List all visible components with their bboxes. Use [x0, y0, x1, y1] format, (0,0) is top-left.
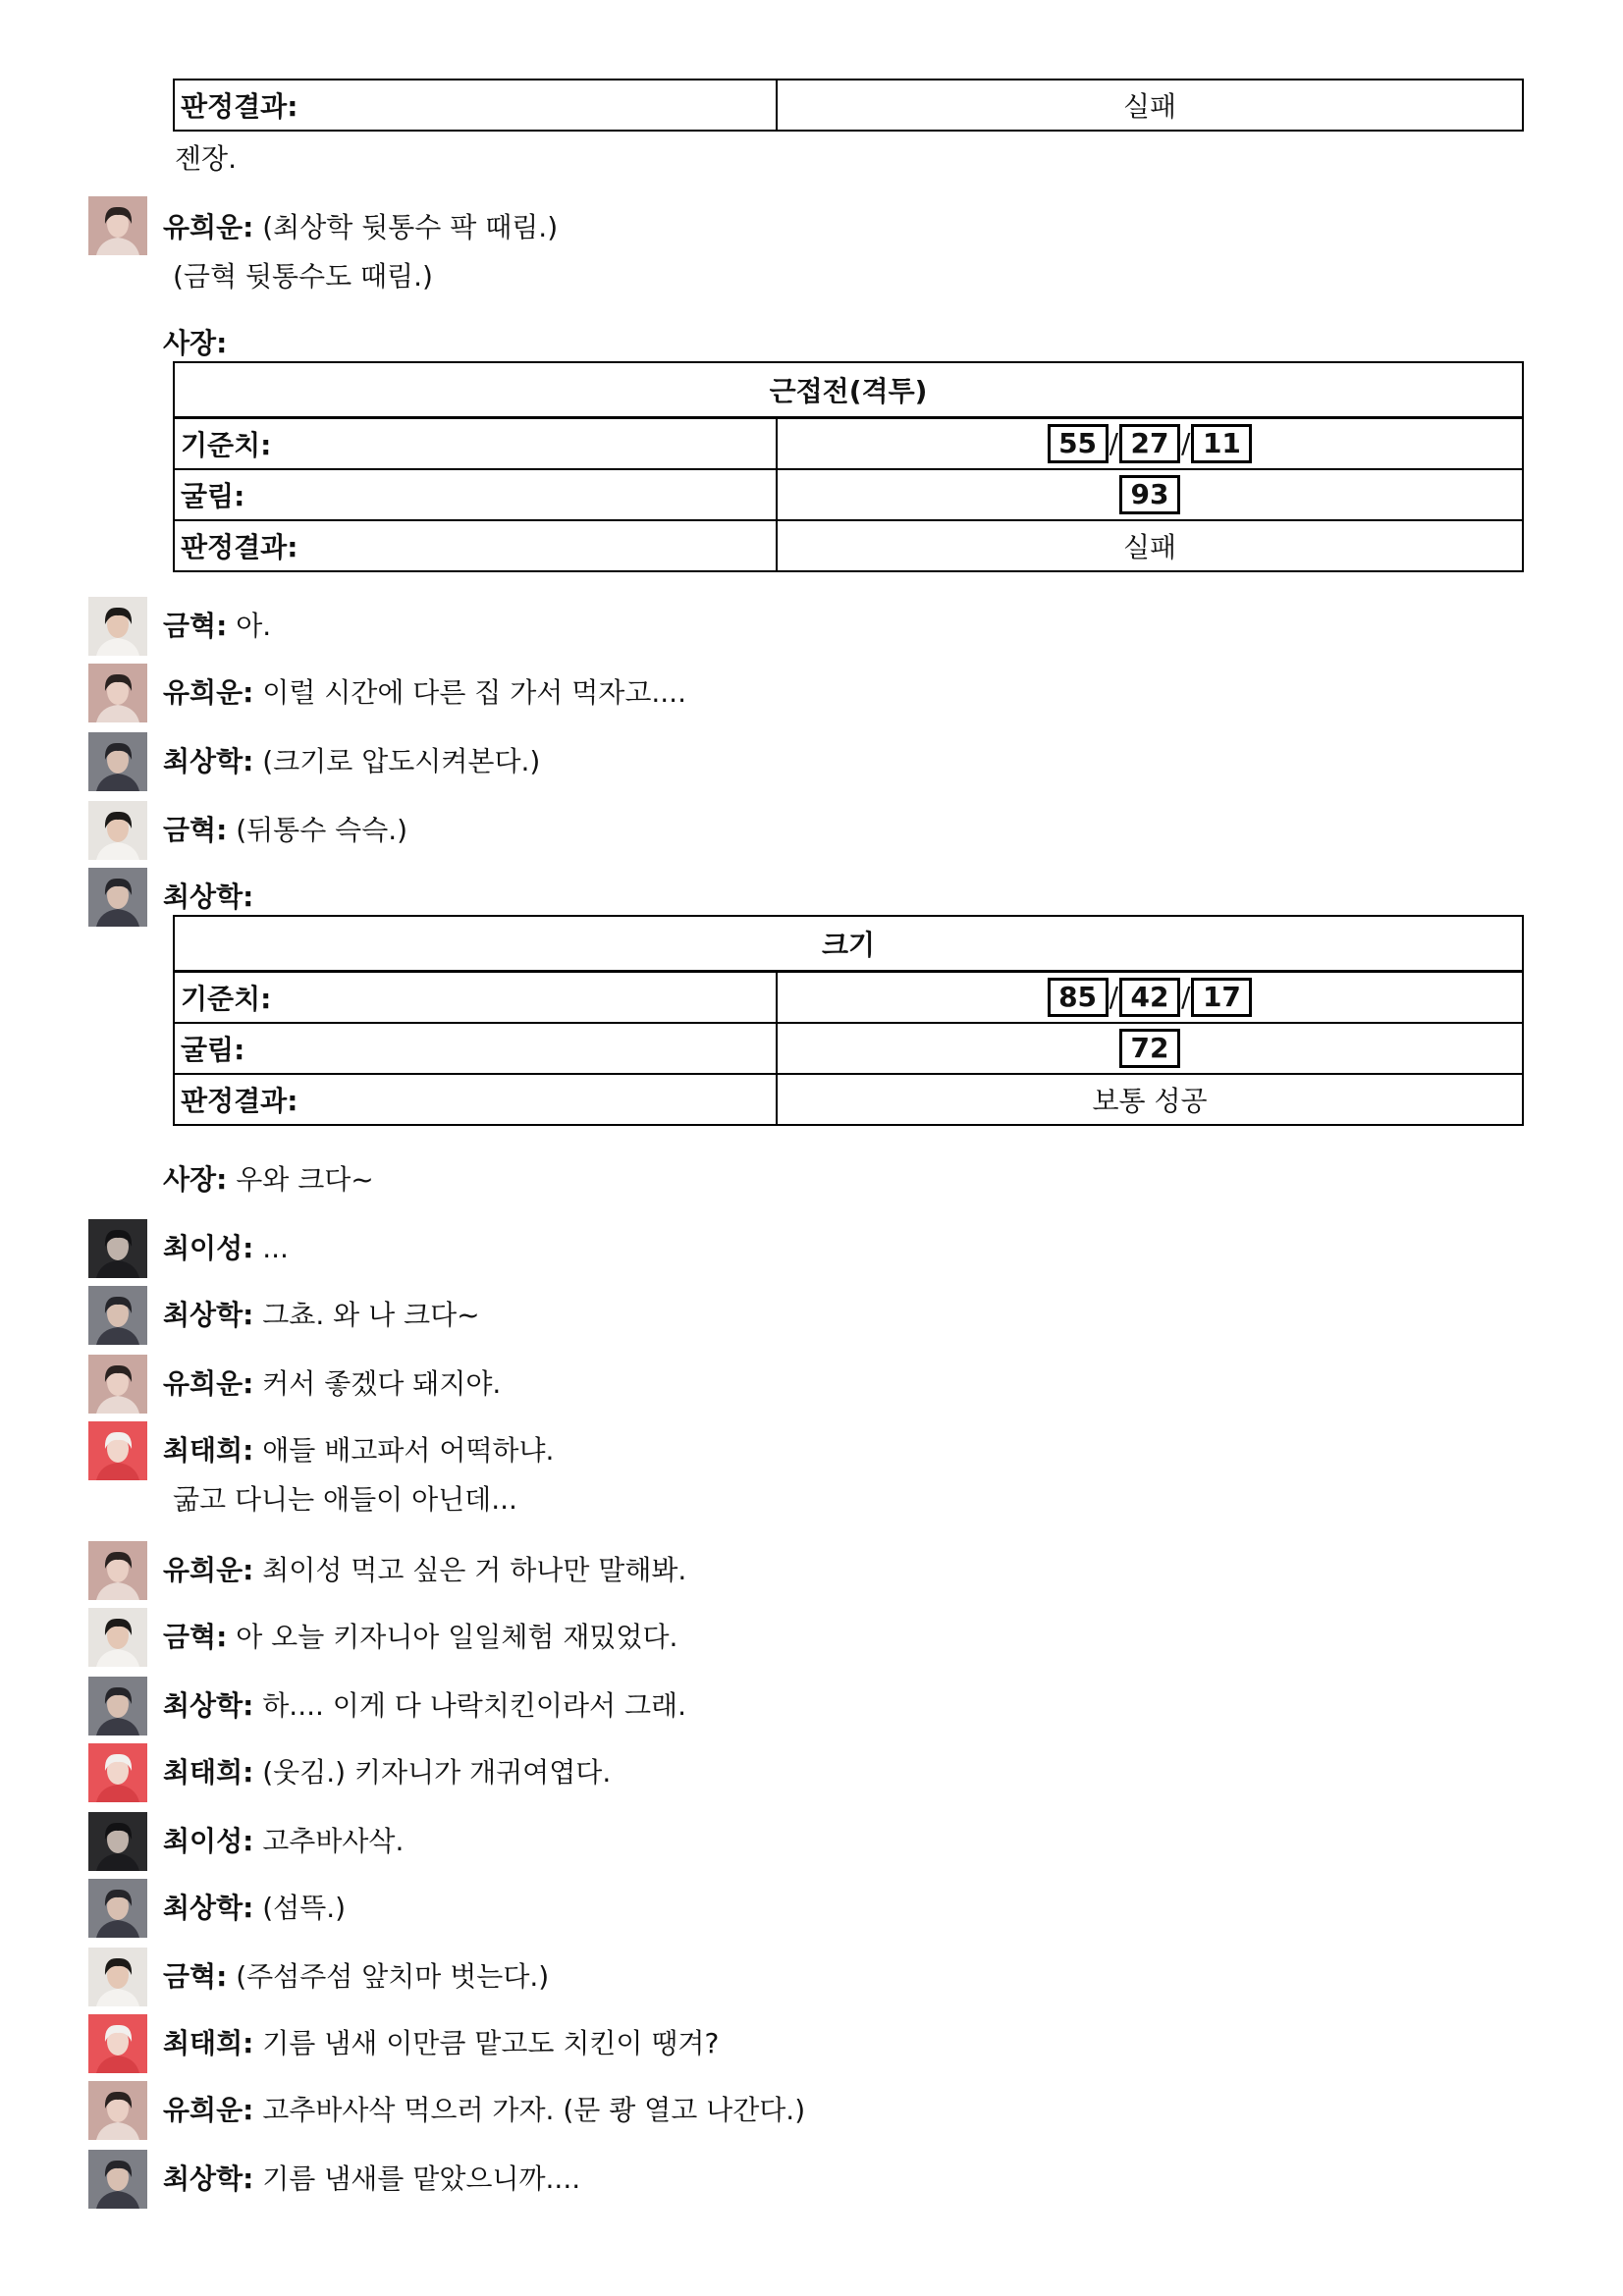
avatar-geumhyeok: [88, 1948, 147, 2006]
avatar-yuhuiun: [88, 2081, 147, 2140]
dialogue-continuation: 굶고 다니는 애들이 아닌데...: [173, 1483, 517, 1516]
portrait-choesanghak-icon: [88, 732, 147, 791]
portrait-yuhuiun-icon: [88, 1541, 147, 1600]
dialogue-line: 금혁: (주섬주섬 앞치마 벗는다.): [163, 1960, 550, 1993]
avatar-yuhuiun: [88, 1541, 147, 1600]
dialogue-line: [163, 326, 227, 361]
dialogue-line: 금혁: (뒤통수 슥슥.): [163, 814, 408, 846]
portrait-choesanghak-icon: [88, 1879, 147, 1938]
portrait-geumhyeok-icon: [88, 801, 147, 860]
avatar-choeiseong: [88, 1219, 147, 1278]
dialogue-line: 최상학: 기름 냄새를 맡았으니까....: [163, 2163, 581, 2195]
avatar-geumhyeok: [88, 801, 147, 860]
threshold-row: [174, 418, 1523, 470]
roll-table-partial: [173, 79, 1524, 132]
portrait-choesanghak-icon: [88, 2150, 147, 2209]
dialogue-line: 사장: 우와 크다~: [163, 1163, 374, 1196]
portrait-choeiseong-icon: [88, 1812, 147, 1871]
avatar-choeiseong: [88, 1812, 147, 1871]
threshold-regular: 85: [1048, 978, 1109, 1017]
portrait-geumhyeok-icon: [88, 1608, 147, 1667]
portrait-choetaehui-icon: [88, 1743, 147, 1802]
dialogue-line: 최상학: 그쵸. 와 나 크다~: [163, 1299, 480, 1331]
threshold-values: 55 / 27 / 11: [777, 418, 1523, 470]
avatar-geumhyeok: [88, 597, 147, 656]
result-value: 실패: [777, 520, 1523, 571]
threshold-label: 기준치:: [174, 972, 777, 1024]
roll-row: [174, 469, 1523, 520]
result-row: [174, 80, 1523, 131]
avatar-choesanghak: [88, 1286, 147, 1345]
dialogue-line: 금혁: 아.: [163, 610, 272, 642]
dialogue-line: 최이성: ...: [163, 1232, 289, 1264]
avatar-geumhyeok: [88, 1608, 147, 1667]
threshold-extreme: 17: [1191, 978, 1252, 1017]
result-label: 판정결과:: [174, 80, 777, 131]
dialogue-line: 최상학: 하.... 이게 다 나락치킨이라서 그래.: [163, 1689, 686, 1722]
dialogue-line: 최태희: 기름 냄새 이만큼 맡고도 치킨이 땡겨?: [163, 2027, 720, 2059]
roll-table-title: 근접전(격투): [174, 362, 1523, 418]
dialogue-line: [163, 210, 558, 245]
speaker-name: 유희운:: [163, 211, 254, 243]
narration-line: 젠장.: [175, 142, 237, 175]
dialogue-line: 최상학: (섬뜩.): [163, 1892, 347, 1924]
dialogue-line: 최태희: 애들 배고파서 어떡하냐.: [163, 1434, 555, 1467]
roll-table-size: [173, 915, 1524, 1126]
threshold-label: 기준치:: [174, 418, 777, 470]
result-label: 판정결과:: [174, 1074, 777, 1125]
avatar-yuhuiun: [88, 196, 147, 255]
portrait-choesanghak-icon: [88, 1286, 147, 1345]
result-row: [174, 520, 1523, 571]
dialogue-line: 최이성: 고추바사삭.: [163, 1825, 405, 1857]
threshold-row: [174, 972, 1523, 1024]
dialogue-line: 유희운: 최이성 먹고 싶은 거 하나만 말해봐.: [163, 1554, 687, 1586]
dialogue-line: 최태희: (웃김.) 키자니가 개귀여엽다.: [163, 1756, 612, 1789]
result-label: 판정결과:: [174, 520, 777, 571]
avatar-yuhuiun: [88, 664, 147, 722]
dialogue-line: 유희운: 고추바사삭 먹으러 가자. (문 쾅 열고 나간다.): [163, 2094, 806, 2126]
portrait-geumhyeok-icon: [88, 597, 147, 656]
portrait-yuhuiun-icon: [88, 196, 147, 255]
portrait-choesanghak-icon: [88, 868, 147, 927]
avatar-choetaehui: [88, 1421, 147, 1480]
avatar-choesanghak: [88, 2150, 147, 2209]
threshold-hard: 27: [1119, 424, 1180, 463]
dialogue-line: 유희운: 이럴 시간에 다른 집 가서 먹자고....: [163, 676, 686, 709]
dialogue-continuation: (금혁 뒷통수도 때림.): [173, 260, 433, 293]
dialogue-line: 최상학: (크기로 압도시켜본다.): [163, 745, 541, 777]
roll-table-title: 크기: [174, 916, 1523, 972]
avatar-choesanghak: [88, 732, 147, 791]
avatar-choesanghak: [88, 1677, 147, 1735]
avatar-choetaehui: [88, 2014, 147, 2073]
dialogue-text: (최상학 뒷통수 팍 때림.): [253, 211, 559, 243]
dialogue-line: 금혁: 아 오늘 키자니아 일일체험 재밌었다.: [163, 1621, 678, 1653]
result-row: [174, 1074, 1523, 1125]
portrait-choesanghak-icon: [88, 1677, 147, 1735]
dialogue-line: 최상학:: [163, 881, 254, 913]
roll-label: 굴림:: [174, 1023, 777, 1074]
avatar-choesanghak: [88, 868, 147, 927]
avatar-choetaehui: [88, 1743, 147, 1802]
roll-row: [174, 1023, 1523, 1074]
threshold-regular: 55: [1048, 424, 1109, 463]
roll-value: 93: [1119, 475, 1180, 514]
result-value: 실패: [777, 80, 1523, 131]
dialogue-line: 유희운: 커서 좋겠다 돼지야.: [163, 1367, 502, 1400]
portrait-choetaehui-icon: [88, 1421, 147, 1480]
portrait-choeiseong-icon: [88, 1219, 147, 1278]
portrait-geumhyeok-icon: [88, 1948, 147, 2006]
avatar-yuhuiun: [88, 1355, 147, 1414]
threshold-hard: 42: [1119, 978, 1180, 1017]
portrait-choetaehui-icon: [88, 2014, 147, 2073]
speaker-name: 사장:: [163, 327, 228, 359]
threshold-extreme: 11: [1191, 424, 1252, 463]
roll-label: 굴림:: [174, 469, 777, 520]
threshold-values: 85 / 42 / 17: [777, 972, 1523, 1024]
portrait-yuhuiun-icon: [88, 2081, 147, 2140]
roll-value: 72: [1119, 1029, 1180, 1068]
avatar-choesanghak: [88, 1879, 147, 1938]
portrait-yuhuiun-icon: [88, 664, 147, 722]
portrait-yuhuiun-icon: [88, 1355, 147, 1414]
result-value: 보통 성공: [777, 1074, 1523, 1125]
roll-table-melee: [173, 361, 1524, 572]
